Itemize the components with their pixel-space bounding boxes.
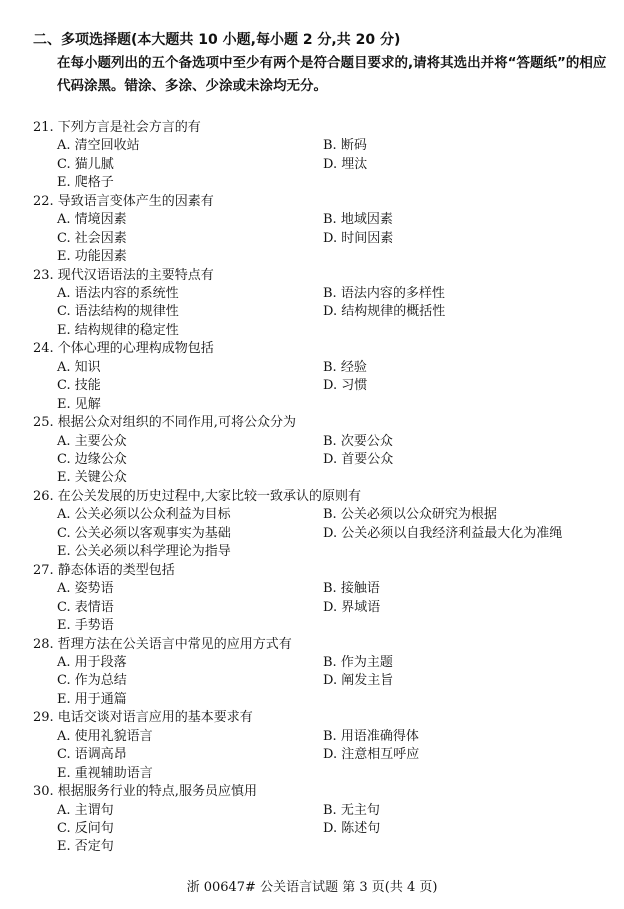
option-row	[33, 174, 613, 192]
option-b: B. 接触语	[323, 581, 380, 597]
question-stem: 30. 根据服务行业的特点,服务员应慎用	[33, 784, 257, 800]
option-row	[33, 303, 613, 321]
option-row	[33, 820, 613, 838]
option-a: A. 主要公众	[57, 433, 127, 449]
question-stem: 29. 电话交谈对语言应用的基本要求有	[33, 710, 253, 726]
section-instruction: 在每小题列出的五个备选项中至少有两个是符合题目要求的,请将其选出并将“答题纸”的相应代码涂黑。错涂、多涂、少涂或未涂均无分。	[57, 55, 607, 94]
option-d: D. 公关必须以自我经济利益最大化为准绳	[323, 525, 563, 541]
option-c: C. 猫儿腻	[57, 156, 114, 172]
option-row	[33, 230, 613, 248]
option-d: D. 注意相互呼应	[323, 747, 420, 763]
question-stem: 28. 哲理方法在公关语言中常见的应用方式有	[33, 636, 292, 652]
option-row	[33, 672, 613, 690]
question-item	[33, 414, 613, 488]
option-row	[33, 691, 613, 709]
question-stem: 25. 根据公众对组织的不同作用,可将公众分为	[33, 415, 296, 431]
option-a: A. 知识	[57, 359, 101, 375]
question-item	[33, 267, 613, 341]
question-stem: 23. 现代汉语语法的主要特点有	[33, 267, 214, 283]
option-c: C. 语法结构的规律性	[57, 304, 179, 320]
question-item	[33, 119, 613, 193]
option-e: E. 手势语	[57, 617, 114, 633]
option-row	[33, 599, 613, 617]
option-a: A. 使用礼貌语言	[57, 728, 153, 744]
question-stem: 27. 静态体语的类型包括	[33, 562, 175, 578]
option-e: E. 公关必须以科学理论为指导	[57, 544, 231, 560]
option-a: A. 主谓句	[57, 802, 114, 818]
option-row	[33, 728, 613, 746]
option-row	[33, 506, 613, 524]
option-d: D. 首要公众	[323, 451, 394, 467]
option-b: B. 地域因素	[323, 212, 393, 228]
option-row	[33, 654, 613, 672]
page-footer: 浙 00647# 公关语言试题 第 3 页(共 4 页)	[186, 880, 438, 895]
option-c: C. 作为总结	[57, 673, 127, 689]
option-row	[33, 525, 613, 543]
option-d: D. 埋汰	[323, 156, 368, 172]
question-stem: 22. 导致语言变体产生的因素有	[33, 193, 214, 209]
option-e: E. 用于通篇	[57, 691, 127, 707]
option-row	[33, 156, 613, 174]
option-d: D. 结构规律的概括性	[323, 304, 446, 320]
option-b: B. 作为主题	[323, 655, 393, 670]
option-c: C. 边缘公众	[57, 451, 127, 467]
option-c: C. 技能	[57, 378, 101, 394]
option-c: C. 社会因素	[57, 230, 127, 246]
option-d: D. 阐发主旨	[323, 673, 394, 689]
option-d: D. 习惯	[323, 378, 368, 394]
question-item	[33, 783, 613, 857]
option-b: B. 次要公众	[323, 433, 393, 449]
option-c: C. 公关必须以客观事实为基础	[57, 525, 231, 541]
option-c: C. 语调高昂	[57, 747, 127, 763]
option-row	[33, 396, 613, 414]
option-b: B. 公关必须以公众研究为根据	[323, 507, 497, 523]
option-row	[33, 433, 613, 451]
option-row	[33, 248, 613, 266]
option-d: D. 时间因素	[323, 230, 394, 246]
option-d: D. 界域语	[323, 599, 381, 615]
option-e: E. 爬格子	[57, 175, 114, 191]
option-e: E. 见解	[57, 396, 101, 412]
question-stem: 24. 个体心理的心理构成物包括	[33, 341, 214, 357]
option-c: C. 表情语	[57, 599, 114, 615]
option-e: E. 否定句	[57, 839, 114, 855]
question-item	[33, 709, 613, 783]
option-row	[33, 838, 613, 856]
option-row	[33, 543, 613, 561]
option-b: B. 断码	[323, 138, 367, 154]
option-a: A. 清空回收站	[57, 138, 140, 154]
question-item	[33, 340, 613, 414]
question-stem: 21. 下列方言是社会方言的有	[33, 120, 201, 135]
question-item	[33, 488, 613, 562]
option-row	[33, 377, 613, 395]
option-b: B. 用语准确得体	[323, 728, 419, 744]
option-c: C. 反问句	[57, 820, 114, 836]
option-row	[33, 617, 613, 635]
option-row	[33, 469, 613, 487]
option-a: A. 用于段落	[57, 655, 127, 670]
option-b: B. 无主句	[323, 802, 380, 818]
option-a: A. 姿势语	[57, 581, 114, 597]
option-row	[33, 746, 613, 764]
section-heading: 二、多项选择题(本大题共 10 小题,每小题 2 分,共 20 分)	[33, 32, 401, 48]
option-e: E. 重视辅助语言	[57, 765, 153, 781]
option-row	[33, 137, 613, 155]
option-a: A. 语法内容的系统性	[57, 286, 179, 301]
option-e: E. 结构规律的稳定性	[57, 322, 179, 338]
option-row	[33, 580, 613, 598]
option-d: D. 陈述句	[323, 820, 381, 836]
option-b: B. 经验	[323, 359, 367, 375]
question-item	[33, 562, 613, 636]
question-stem: 26. 在公关发展的历史过程中,大家比较一致承认的原则有	[33, 489, 361, 504]
option-row	[33, 285, 613, 303]
option-row	[33, 451, 613, 469]
option-e: E. 关键公众	[57, 470, 127, 486]
question-item	[33, 193, 613, 267]
option-row	[33, 322, 613, 340]
option-row	[33, 765, 613, 783]
option-e: E. 功能因素	[57, 248, 127, 264]
option-row	[33, 359, 613, 377]
question-item	[33, 636, 613, 710]
option-a: A. 情境因素	[57, 212, 127, 228]
option-row	[33, 211, 613, 229]
option-row	[33, 802, 613, 820]
option-b: B. 语法内容的多样性	[323, 286, 445, 301]
option-a: A. 公关必须以公众利益为目标	[57, 507, 231, 523]
